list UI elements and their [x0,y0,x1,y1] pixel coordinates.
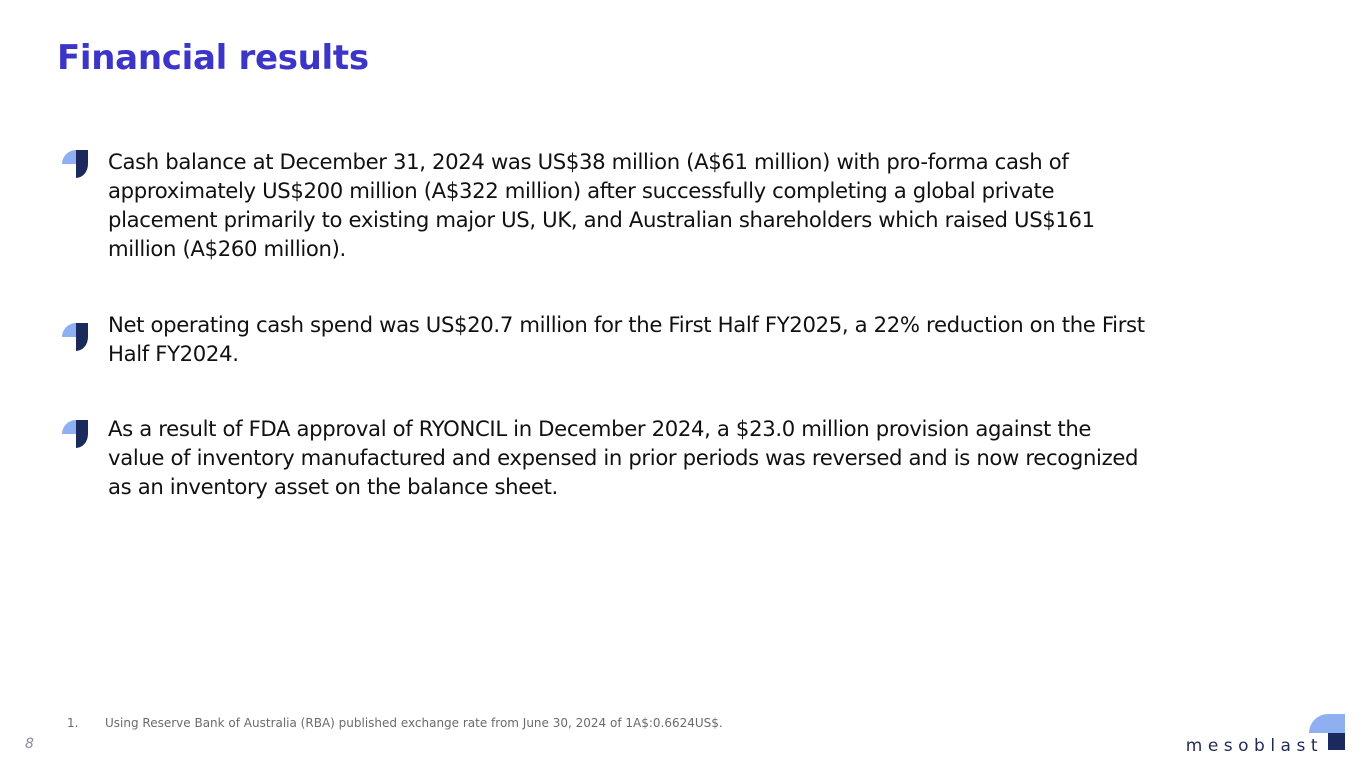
mesoblast-bullet-icon [62,420,90,448]
bullet-text: Net operating cash spend was US$20.7 million for the First Half FY2025, a 22% reduction on the First Half FY2024. [108,312,1145,366]
bullet-text: Cash balance at December 31, 2024 was US$38 million (A$61 million) with pro-forma cash of approximately US$200 million (A$322 million) after successfully completing a global private placement primarily to existing major US, UK, and Australian shareholders which raised US$161 million (A$260 million). [108,149,1095,261]
bullet-text: As a result of FDA approval of RYONCIL in December 2024, a $23.0 million provision against the value of inventory manufactured and expensed in prior periods was reversed and is now recognized as an inventory asset on the balance sheet. [108,416,1139,499]
footnote-text: Using Reserve Bank of Australia (RBA) published exchange rate from June 30, 2024 of 1A$:0.6624US$. [105,716,723,730]
mesoblast-bullet-icon [62,150,90,178]
logo-mark-icon [1309,714,1347,752]
footnote [67,716,723,730]
page-number: 8 [25,736,34,752]
mesoblast-logo [1187,714,1347,758]
footnote-number: 1. [67,716,79,730]
slide-title: Financial results [57,38,369,78]
mesoblast-bullet-icon [62,323,90,351]
logo-wordmark: mesoblast [1185,736,1323,756]
